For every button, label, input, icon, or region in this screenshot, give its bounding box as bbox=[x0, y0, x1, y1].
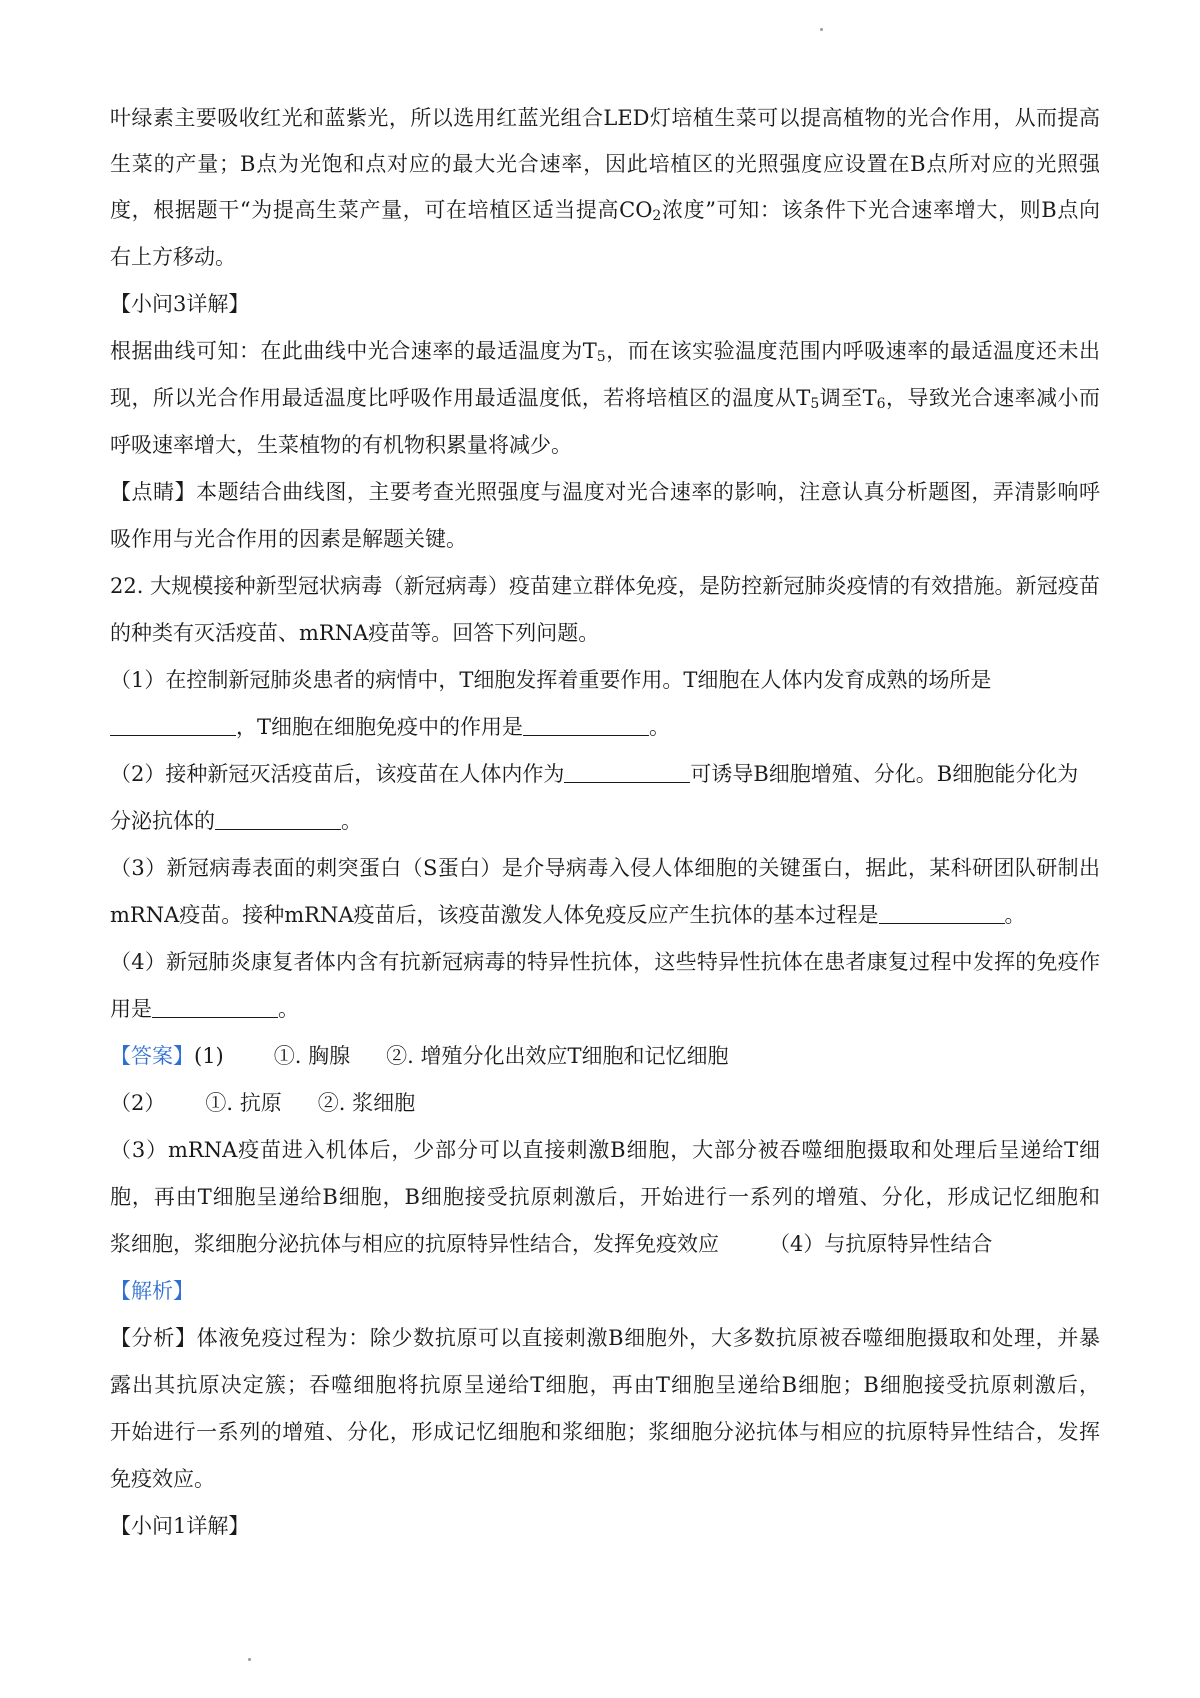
paragraph-line: 右上方移动。 bbox=[110, 245, 236, 269]
subquestion-2: （2）接种新冠灭活疫苗后，该疫苗在人体内作为 可诱导B细胞增殖、分化。B细胞能分化为 bbox=[110, 762, 1079, 786]
answer-line-3: （3）mRNA疫苗进入机体后，少部分可以直接刺激B细胞，大部分被吞噬细胞摄取和处理后呈递给T细 bbox=[110, 1138, 1100, 1162]
section-heading: 【小问3详解】 bbox=[110, 292, 250, 316]
answer-label: 【答案】 bbox=[110, 1044, 194, 1068]
subquestion-1-blanks: ，T细胞在细胞免疫中的作用是 。 bbox=[110, 712, 1100, 742]
answer-blank bbox=[110, 713, 236, 736]
subquestion-3: mRNA疫苗。接种mRNA疫苗后，该疫苗激发人体免疫反应产生抗体的基本过程是 。 bbox=[110, 903, 1026, 927]
answer-blank bbox=[523, 713, 649, 736]
analysis-line: 免疫效应。 bbox=[110, 1467, 215, 1491]
subquestion-4: 用是 。 bbox=[110, 997, 299, 1021]
paragraph-line: 生菜的产量；B点为光饱和点对应的最大光合速率，因此培植区的光照强度应设置在B点所对应的光照强 bbox=[110, 152, 1100, 176]
subquestion-1: （1）在控制新冠肺炎患者的病情中，T细胞发挥着重要作用。T细胞在人体内发育成熟的场所是 bbox=[110, 668, 992, 692]
analysis-line: 【分析】体液免疫过程为：除少数抗原可以直接刺激B细胞外，大多数抗原被吞噬细胞摄取和处理，并暴 bbox=[110, 1326, 1100, 1350]
question-stem: 的种类有灭活疫苗、mRNA疫苗等。回答下列问题。 bbox=[110, 621, 600, 645]
dianjing-line: 吸作用与光合作用的因素是解题关键。 bbox=[110, 527, 467, 551]
answer-blank bbox=[564, 760, 690, 783]
answer-line-1: 【答案】(1) ①. 胸腺 ②. 增殖分化出效应T细胞和记忆细胞 bbox=[110, 1044, 729, 1068]
scan-speck bbox=[248, 1658, 251, 1661]
section-heading: 【小问1详解】 bbox=[110, 1514, 250, 1538]
paragraph-line: 度，根据题干“为提高生菜产量，可在培植区适当提高$CO_2$浓度”可知：该条件下光合速率增大，则B点向 bbox=[110, 198, 1100, 224]
answer-line-2: （2） ①. 抗原 ②. 浆细胞 bbox=[110, 1091, 416, 1115]
paragraph-line: 现，所以光合作用最适温度比呼吸作用最适温度低，若将培植区的温度从$T_5$调至$T_6$，导致光合速率减小而 bbox=[110, 386, 1101, 412]
subquestion-2: 分泌抗体的 。 bbox=[110, 809, 362, 833]
paragraph-line: 叶绿素主要吸收红光和蓝紫光，所以选用红蓝光组合LED灯培植生菜可以提高植物的光合作用，从而提高 bbox=[110, 106, 1100, 130]
dianjing-line: 【点睛】本题结合曲线图，主要考查光照强度与温度对光合速率的影响，注意认真分析题图，弄清影响呼 bbox=[110, 480, 1100, 504]
subquestion-3: （3）新冠病毒表面的刺突蛋白（S蛋白）是介导病毒入侵人体细胞的关键蛋白，据此，某科研团队研制出 bbox=[110, 856, 1100, 880]
answer-blank bbox=[152, 995, 278, 1018]
scan-speck bbox=[820, 28, 823, 31]
analysis-label: 【解析】 bbox=[110, 1279, 194, 1303]
subquestion-4: （4）新冠肺炎康复者体内含有抗新冠病毒的特异性抗体，这些特异性抗体在患者康复过程中发挥的免疫作 bbox=[110, 950, 1100, 974]
answer-blank bbox=[879, 901, 1005, 924]
question-stem: 22. 大规模接种新型冠状病毒（新冠病毒）疫苗建立群体免疫，是防控新冠肺炎疫情的有效措施。新冠疫苗 bbox=[110, 574, 1100, 598]
answer-line-3: 浆细胞，浆细胞分泌抗体与相应的抗原特异性结合，发挥免疫效应 （4）与抗原特异性结合 bbox=[110, 1232, 993, 1256]
answer-blank bbox=[215, 807, 341, 830]
analysis-line: 露出其抗原决定簇；吞噬细胞将抗原呈递给T细胞，再由T细胞呈递给B细胞；B细胞接受抗原刺激后， bbox=[110, 1373, 1100, 1397]
paragraph-line: 呼吸速率增大，生菜植物的有机物积累量将减少。 bbox=[110, 433, 572, 457]
analysis-line: 开始进行一系列的增殖、分化，形成记忆细胞和浆细胞；浆细胞分泌抗体与相应的抗原特异性结合，发挥 bbox=[110, 1420, 1100, 1444]
answer-line-3: 胞，再由T细胞呈递给B细胞，B细胞接受抗原刺激后，开始进行一系列的增殖、分化，形成记忆细胞和 bbox=[110, 1185, 1100, 1209]
paragraph-line: 根据曲线可知：在此曲线中光合速率的最适温度为$T_5$，而在该实验温度范围内呼吸速率的最适温度还未出 bbox=[110, 339, 1100, 365]
